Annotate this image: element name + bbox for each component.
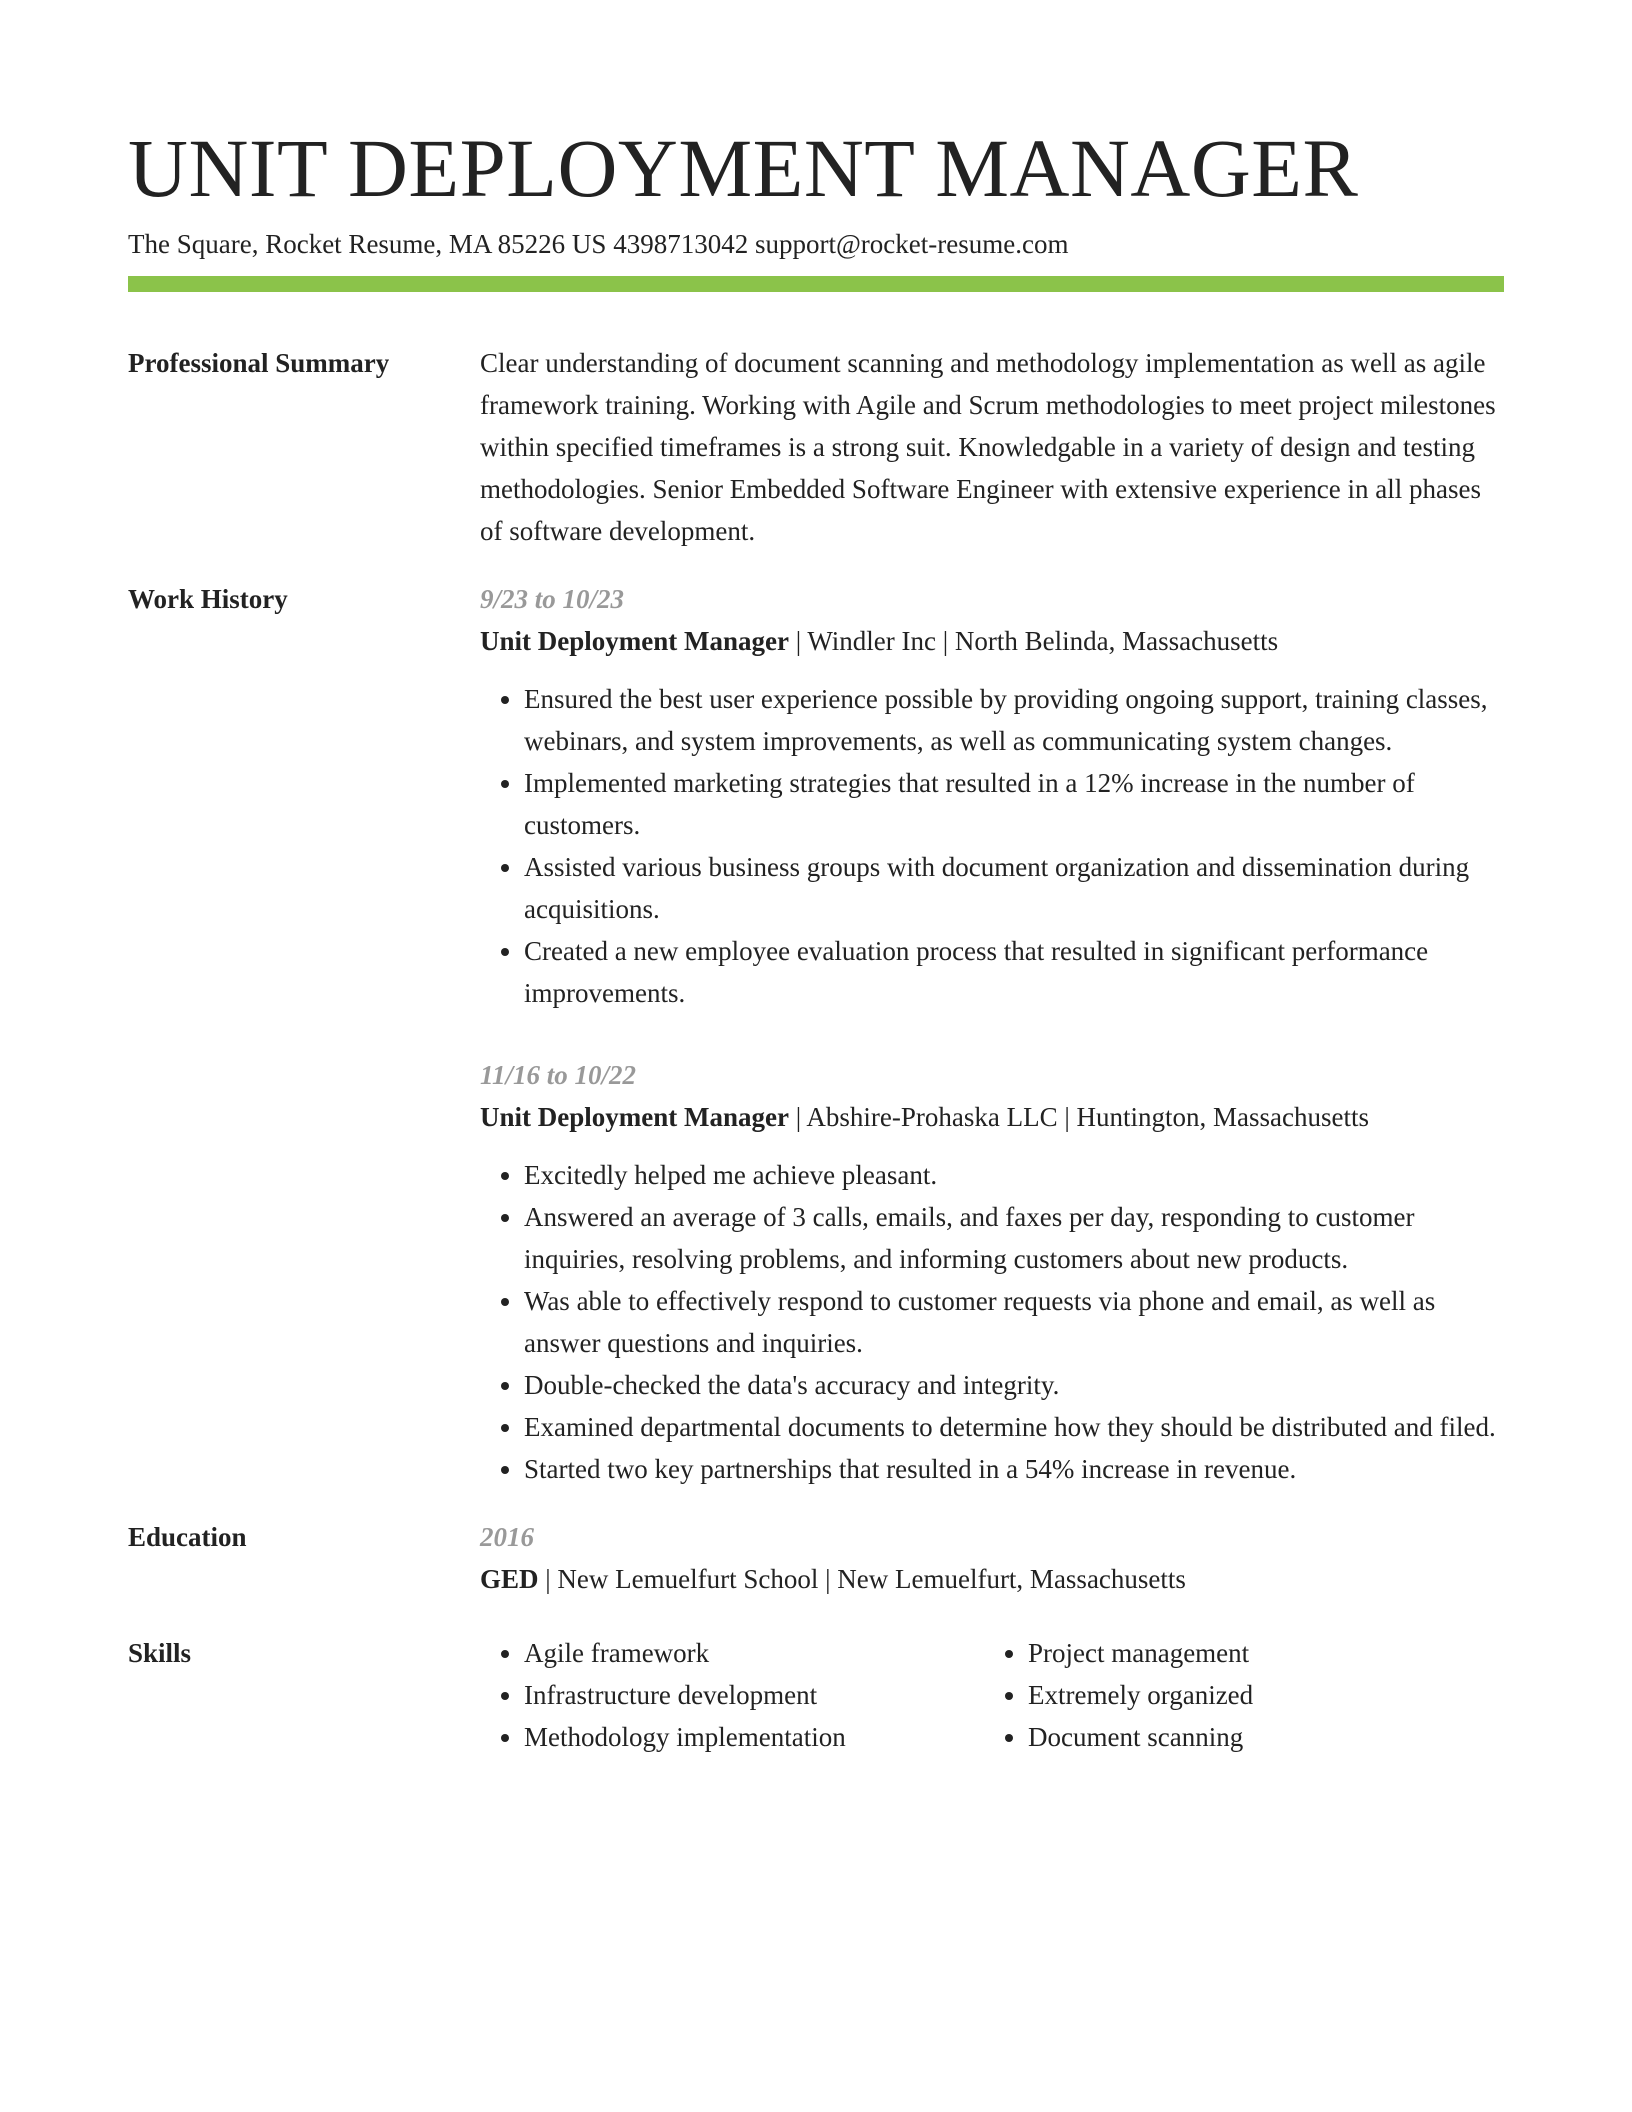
job-dates: 11/16 to 10/22 (480, 1060, 637, 1090)
list-item: • Was able to effectively respond to customer requests via phone and email, as well as answer questions and inquiries. (524, 1280, 1504, 1364)
list-item: • Double-checked the data's accuracy and integrity. (524, 1364, 1504, 1406)
work-history-section (128, 578, 1504, 1490)
section-title-work: Work History (128, 584, 288, 614)
accent-divider (128, 276, 1504, 292)
education-section (128, 1516, 1504, 1600)
section-title-skills: Skills (128, 1638, 192, 1668)
list-item: • Created a new employee evaluation process that resulted in significant performance improvements. (524, 930, 1504, 1014)
section-title-summary: Professional Summary (128, 348, 390, 378)
resume-page (128, 118, 1504, 1758)
education-year: 2016 (480, 1522, 534, 1552)
job-role: Unit Deployment Manager (480, 626, 789, 656)
job-role: Unit Deployment Manager (480, 1102, 789, 1132)
job-heading (480, 620, 1504, 662)
list-item: • Examined departmental documents to determine how they should be distributed and filed. (524, 1406, 1504, 1448)
list-item: • Assisted various business groups with document organization and dissemination during acquisitions. (524, 846, 1504, 930)
job-company-location: | Abshire-Prohaska LLC | Huntington, Massachusetts (788, 1102, 1369, 1132)
summary-section (128, 342, 1504, 552)
education-entry (480, 1516, 1504, 1600)
summary-text: Clear understanding of document scanning and methodology implementation as well as agile framework training. Working with Agile and Scrum methodologies to meet project milestones within specified timeframes is a strong suit. Knowledgable in a variety of design and testing methodologies. Senior Embedded Software Engineer with extensive experience in all phases of software development. (480, 348, 1496, 546)
skill-item: • Methodology implementation (524, 1716, 984, 1758)
skill-item: • Infrastructure development (524, 1674, 984, 1716)
education-degree: GED (480, 1564, 539, 1594)
education-school-location: | New Lemuelfurt School | New Lemuelfurt, Massachusetts (538, 1564, 1186, 1594)
section-title-education: Education (128, 1522, 247, 1552)
work-entries (480, 578, 1504, 1490)
skills-list-right (984, 1632, 1488, 1758)
skill-item: • Project management (1028, 1632, 1488, 1674)
contact-info: The Square, Rocket Resume, MA 85226 US 4398713042 support@rocket-resume.com (128, 229, 1069, 259)
job-company-location: | Windler Inc | North Belinda, Massachusetts (788, 626, 1279, 656)
skill-item: • Document scanning (1028, 1716, 1488, 1758)
list-item: • Started two key partnerships that resulted in a 54% increase in revenue. (524, 1448, 1504, 1490)
page-title: UNIT DEPLOYMENT MANAGER (128, 122, 1359, 214)
education-heading (480, 1558, 1504, 1600)
list-item: • Excitedly helped me achieve pleasant. (524, 1154, 1504, 1196)
job-entry (480, 1054, 1504, 1490)
skills-columns (480, 1632, 1504, 1758)
list-item: • Implemented marketing strategies that resulted in a 12% increase in the number of customers. (524, 762, 1504, 846)
job-bullets (480, 678, 1504, 1014)
list-item: • Answered an average of 3 calls, emails, and faxes per day, responding to customer inquiries, resolving problems, and informing customers about new products. (524, 1196, 1504, 1280)
skills-list-left (480, 1632, 984, 1758)
job-dates: 9/23 to 10/23 (480, 584, 625, 614)
skill-item: • Agile framework (524, 1632, 984, 1674)
skills-section (128, 1632, 1504, 1758)
skill-item: • Extremely organized (1028, 1674, 1488, 1716)
job-entry (480, 578, 1504, 1014)
job-heading (480, 1096, 1504, 1138)
job-bullets (480, 1154, 1504, 1490)
list-item: • Ensured the best user experience possible by providing ongoing support, training classes, webinars, and system improvements, as well as communicating system changes. (524, 678, 1504, 762)
